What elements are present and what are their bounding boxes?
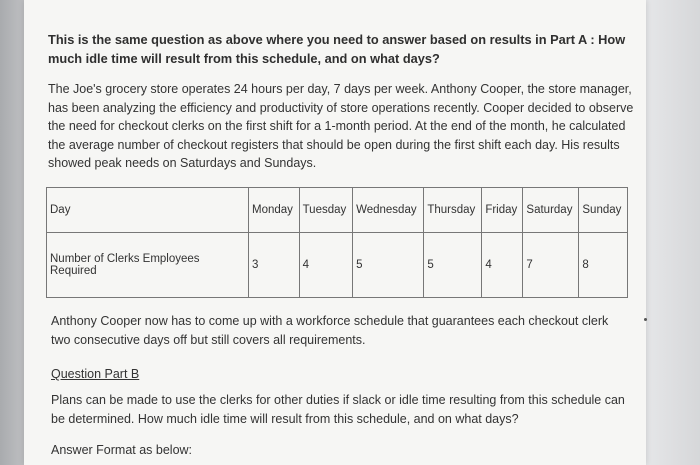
table-value-cell: 8	[579, 233, 628, 298]
table-row-label: Number of Clerks Employees Required	[47, 233, 249, 298]
clerks-table	[46, 187, 628, 298]
after-table-paragraph: Anthony Cooper now has to come up with a workforce schedule that guarantees each checkout clerk two consecutive days off but still covers all requirements.	[51, 314, 609, 347]
answer-format-label: Answer Format as below:	[51, 443, 193, 457]
table-day-cell: Thursday	[424, 188, 482, 233]
table-day-cell: Sunday	[579, 188, 628, 233]
document-page	[24, 0, 646, 465]
background-right	[640, 0, 700, 465]
intro-paragraph: The Joe's grocery store operates 24 hours per day, 7 days per week. Anthony Cooper, the store manager, has been analyzing the efficiency and productivity of store operations recently. Cooper decided to observe the need for checkout clerks on the first shift for a 1-month period. At the end of the month, he calculated the average number of checkout registers that should be open during the first shift each day. His results showed peak needs on Saturdays and Sundays.	[48, 82, 634, 170]
table-value-cell: 3	[249, 233, 300, 298]
table-value-cell: 5	[353, 233, 424, 298]
table-value-cell: 4	[299, 233, 352, 298]
table-header-row	[47, 188, 628, 233]
plans-paragraph: Plans can be made to use the clerks for other duties if slack or idle time resulting from this schedule can be determined. How much idle time will result from this schedule, and on what days?	[51, 393, 625, 426]
table-row	[47, 233, 628, 298]
table-day-cell: Tuesday	[299, 188, 352, 233]
question-header: This is the same question as above where you need to answer based on results in Part A : How much idle time will result from this schedule, and on what days?	[48, 32, 626, 66]
question-part-title: Question Part B	[51, 367, 140, 381]
table-value-cell: 4	[482, 233, 523, 298]
table-day-cell: Wednesday	[353, 188, 424, 233]
table-day-cell: Monday	[249, 188, 300, 233]
table-value-cell: 7	[523, 233, 579, 298]
stray-dot	[644, 318, 647, 321]
table-value-cell: 5	[424, 233, 482, 298]
table-day-cell: Saturday	[523, 188, 579, 233]
table-day-cell: Friday	[482, 188, 523, 233]
table-header-label: Day	[47, 188, 249, 233]
